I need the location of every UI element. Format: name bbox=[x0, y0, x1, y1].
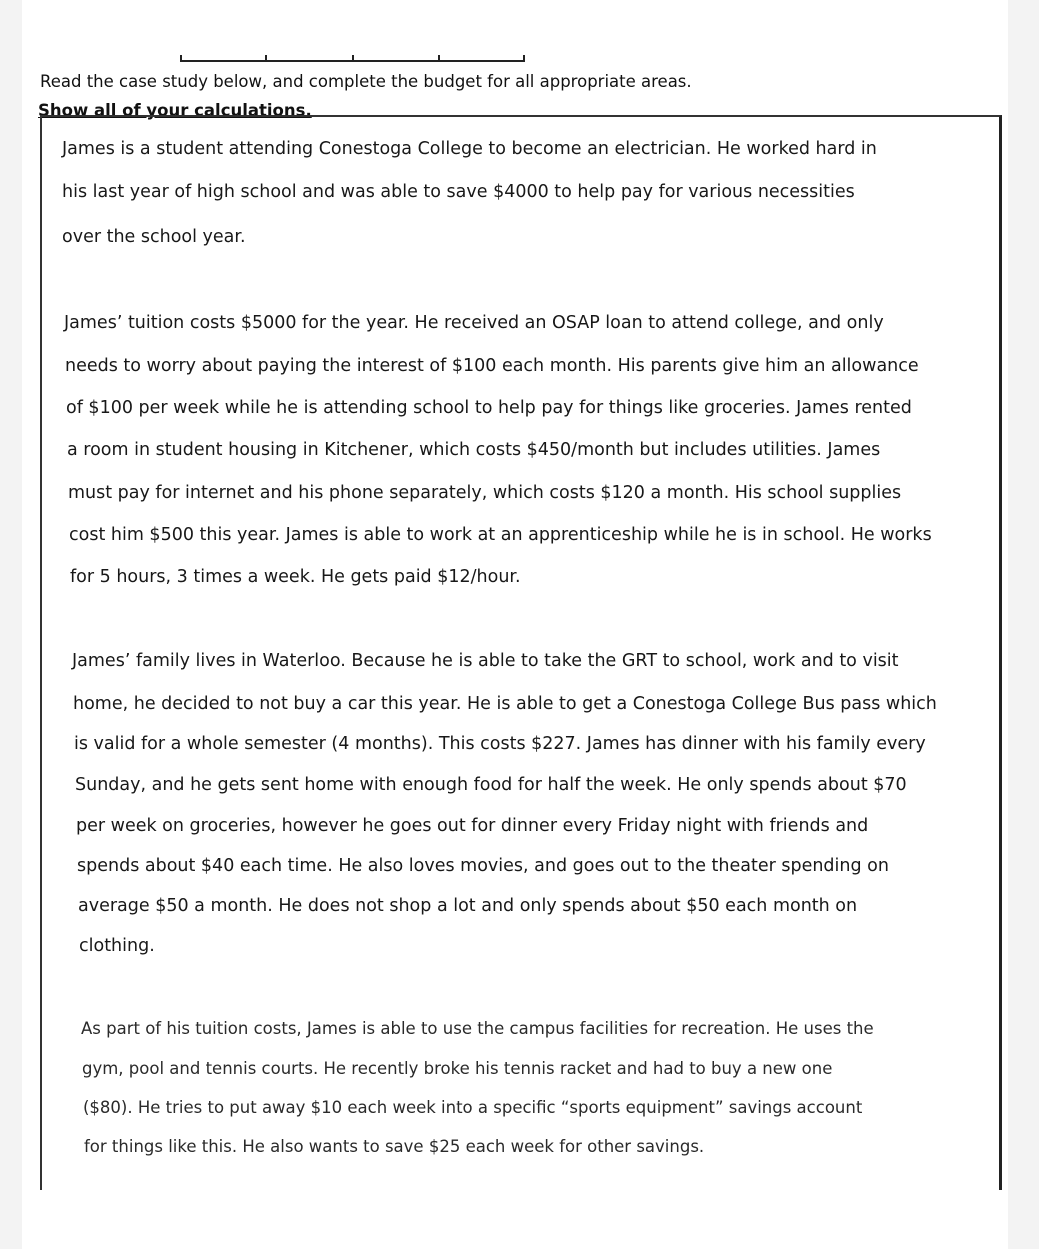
paragraph-line: As part of his tuition costs, James is able to use the campus facilities for recreation. He uses the bbox=[81, 1019, 874, 1038]
paragraph-line: James’ tuition costs $5000 for the year. He received an OSAP loan to attend college, and only bbox=[64, 313, 884, 333]
paragraph-line: Sunday, and he gets sent home with enough food for half the week. He only spends about $70 bbox=[75, 775, 907, 795]
paragraph-line: per week on groceries, however he goes out for dinner every Friday night with friends and bbox=[76, 816, 869, 836]
paragraph-line: cost him $500 this year. James is able to work at an apprenticeship while he is in school. He works bbox=[69, 525, 932, 545]
paragraph-line: spends about $40 each time. He also loves movies, and goes out to the theater spending on bbox=[77, 856, 889, 876]
instruction-text: Read the case study below, and complete the budget for all appropriate areas. bbox=[40, 72, 692, 91]
paragraph-line: of $100 per week while he is attending school to help pay for things like groceries. James rented bbox=[66, 398, 912, 418]
paragraph-line: clothing. bbox=[79, 936, 155, 956]
rule-tick bbox=[180, 55, 182, 62]
paragraph-line: home, he decided to not buy a car this year. He is able to get a Conestoga College Bus pass which bbox=[73, 694, 937, 714]
paragraph-line: is valid for a whole semester (4 months). This costs $227. James has dinner with his family every bbox=[74, 734, 926, 754]
paragraph-line: his last year of high school and was able to save $4000 to help pay for various necessities bbox=[62, 182, 855, 202]
paragraph-line: over the school year. bbox=[62, 227, 246, 247]
paragraph-line: for things like this. He also wants to save $25 each week for other savings. bbox=[84, 1137, 705, 1156]
paragraph-line: James’ family lives in Waterloo. Because he is able to take the GRT to school, work and to visit bbox=[72, 651, 899, 671]
rule-tick bbox=[438, 55, 440, 62]
paragraph-line: needs to worry about paying the interest of $100 each month. His parents give him an allowance bbox=[65, 356, 919, 376]
paragraph-line: must pay for internet and his phone separately, which costs $120 a month. His school supplies bbox=[68, 483, 902, 503]
paragraph-line: for 5 hours, 3 times a week. He gets paid $12/hour. bbox=[70, 567, 521, 587]
rule-tick bbox=[523, 55, 525, 62]
paragraph-line: average $50 a month. He does not shop a lot and only spends about $50 each month on bbox=[78, 896, 858, 916]
paragraph-line: gym, pool and tennis courts. He recently broke his tennis racket and had to buy a new one bbox=[82, 1059, 833, 1078]
rule-tick bbox=[265, 55, 267, 62]
rule-tick bbox=[352, 55, 354, 62]
paragraph-line: ($80). He tries to put away $10 each week into a specific “sports equipment” savings account bbox=[83, 1098, 863, 1117]
paragraph-line: James is a student attending Conestoga College to become an electrician. He worked hard in bbox=[62, 139, 877, 159]
paragraph-line: a room in student housing in Kitchener, which costs $450/month but includes utilities. James bbox=[67, 440, 881, 460]
calculations-note: Show all of your calculations. bbox=[38, 101, 312, 120]
